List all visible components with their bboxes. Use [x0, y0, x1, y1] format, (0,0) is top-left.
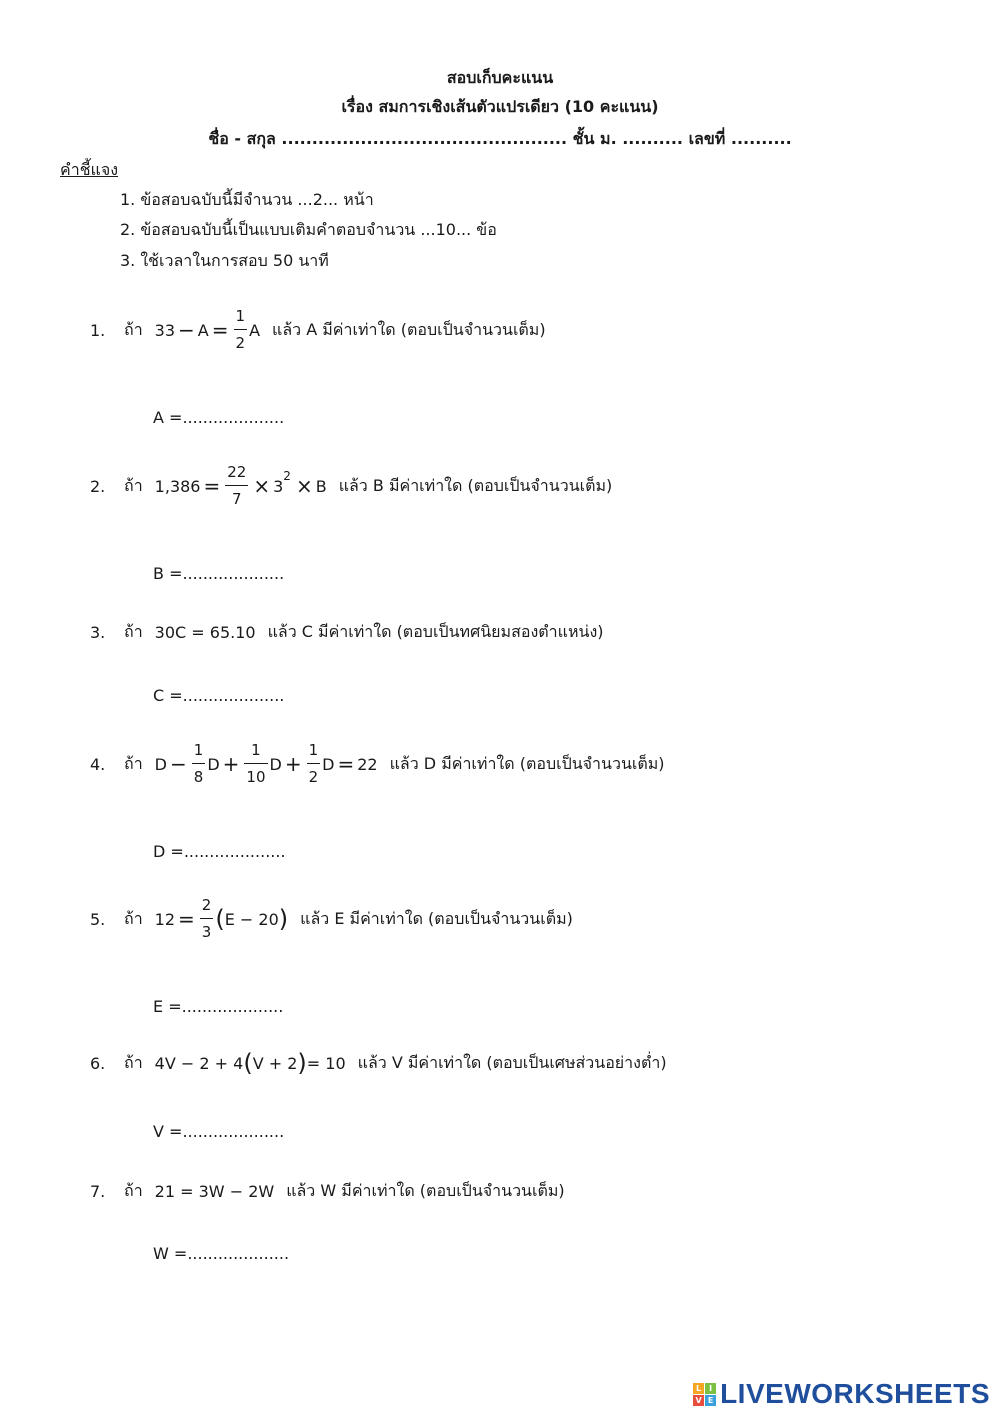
- logo-mark-icon: L I V E: [693, 1383, 716, 1406]
- fraction: $\frac{1}{2}$: [308, 741, 319, 786]
- answer-blank[interactable]: B =....................: [153, 564, 285, 583]
- fraction: $\frac{22}{7}$: [227, 463, 247, 508]
- question-prefix: ถ้า: [124, 1052, 143, 1072]
- question-number: 6.: [90, 1053, 106, 1073]
- question-number: 2.: [90, 476, 106, 496]
- question-suffix: แล้ว D มีค่าเท่าใด (ตอบเป็นจำนวนเต็ม): [389, 753, 665, 773]
- answer-blank[interactable]: D =....................: [153, 842, 286, 861]
- question-prefix: ถ้า: [124, 753, 143, 773]
- answer-blank[interactable]: E =....................: [153, 997, 284, 1016]
- fraction: $\frac{1}{2}$: [235, 307, 246, 352]
- fraction: $\frac{1}{10}$: [246, 741, 266, 786]
- question-suffix: แล้ว C มีค่าเท่าใด (ตอบเป็นทศนิยมสองตำแหน่ง): [267, 622, 604, 641]
- question-number: 1.: [90, 320, 106, 340]
- fraction: $\frac{2}{3}$: [201, 896, 212, 941]
- question-suffix: แล้ว A มีค่าเท่าใด (ตอบเป็นจำนวนเต็ม): [272, 319, 546, 339]
- question-suffix: แล้ว V มีค่าเท่าใด (ตอบเป็นเศษส่วนอย่างต่ำ): [357, 1052, 667, 1072]
- exam-subject: เรื่อง สมการเชิงเส้นตัวแปรเดียว (10 คะแนน): [341, 97, 659, 116]
- question-suffix: แล้ว E มีค่าเท่าใด (ตอบเป็นจำนวนเต็ม): [300, 908, 573, 928]
- question-number: 3.: [90, 623, 106, 642]
- answer-blank[interactable]: V =....................: [153, 1122, 285, 1141]
- equation: 30C = 65.10: [154, 623, 256, 642]
- question-prefix: ถ้า: [124, 908, 143, 928]
- instruction-item: 1. ข้อสอบฉบับนี้มีจำนวน ...2... หน้า: [120, 190, 374, 209]
- brand-name: LIVEWORKSHEETS: [720, 1378, 990, 1409]
- liveworksheets-logo: [693, 1378, 990, 1410]
- question-3: [90, 620, 604, 645]
- question-prefix: ถ้า: [124, 319, 143, 339]
- question-7: [90, 1179, 565, 1204]
- instruction-item: 2. ข้อสอบฉบับนี้เป็นแบบเติมคำตอบจำนวน ...10... ข้อ: [120, 220, 497, 239]
- instructions-heading: คำชี้แจง: [60, 160, 119, 179]
- question-suffix: แล้ว W มีค่าเท่าใด (ตอบเป็นจำนวนเต็ม): [286, 1181, 565, 1200]
- answer-blank[interactable]: W =....................: [153, 1244, 290, 1263]
- fraction: $\frac{1}{8}$: [193, 741, 204, 786]
- question-prefix: ถ้า: [124, 1181, 143, 1200]
- question-number: 5.: [90, 909, 106, 929]
- question-suffix: แล้ว B มีค่าเท่าใด (ตอบเป็นจำนวนเต็ม): [338, 475, 613, 495]
- question-2: 2. ถ้า 1,386 = $\frac{22}{7}$ × 3 2 × B แล้ว B มีค่าเท่าใด (ตอบเป็นจำนวนเต็ม): [90, 463, 613, 508]
- answer-blank[interactable]: C =....................: [153, 686, 285, 705]
- student-info-line: ชื่อ - สกุล ............................................... ชั้น ม. .......... เลขที่ ..........: [208, 129, 792, 148]
- instruction-item: 3. ใช้เวลาในการสอบ 50 นาที: [120, 251, 329, 270]
- question-prefix: ถ้า: [124, 622, 143, 641]
- exam-title: สอบเก็บคะแนน: [446, 68, 554, 87]
- question-6: 6. ถ้า 4V − 2 + 4 ( V + 2 ) = 10 แล้ว V มีค่าเท่าใด (ตอบเป็นเศษส่วนอย่างต่ำ): [90, 1049, 667, 1077]
- question-5: 5. ถ้า 12 = $\frac{2}{3}$ ( E − 20 ) แล้ว E มีค่าเท่าใด (ตอบเป็นจำนวนเต็ม): [90, 896, 573, 941]
- answer-blank[interactable]: A =....................: [153, 408, 285, 427]
- question-1: 1. ถ้า 33 − A = $\frac{1}{2}$ A แล้ว A มีค่าเท่าใด (ตอบเป็นจำนวนเต็ม): [90, 307, 546, 352]
- equation: 21 = 3W − 2W: [154, 1182, 275, 1201]
- question-number: 7.: [90, 1182, 106, 1201]
- question-number: 4.: [90, 754, 106, 774]
- question-4: 4. ถ้า D − $\frac{1}{8}$ D + $\frac{1}{10}$ D + $\frac{1}{2}$ D = 22 แล้ว D มีค่าเท่าใด (ตอบเป็นจำนวนเต็ม): [90, 741, 665, 786]
- question-prefix: ถ้า: [124, 475, 143, 495]
